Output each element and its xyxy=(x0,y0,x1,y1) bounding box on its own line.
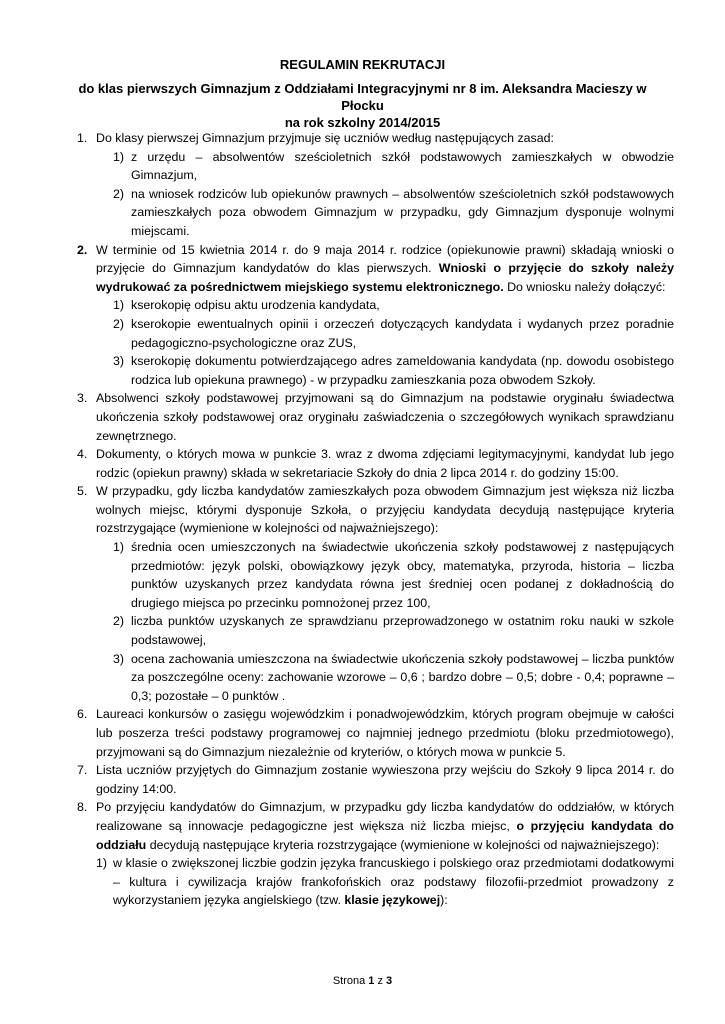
paragraph-text-bold: o przyjęciu kandydata do oddziału xyxy=(96,818,674,852)
paragraph-text-bold: Wnioski o przyjęcie do szkoły należy wydrukować za pośrednictwem miejskiego systemu elektronicznego. xyxy=(96,261,674,294)
list-item-text-part: ): xyxy=(440,893,448,908)
list-item-text: kserokopię dokumentu potwierdzającego adres zameldowania kandydata (np. dowodu osobistego rodzica lub opiekuna prawnego) - w przypadku zamieszkania poza obwodem Szkoły. xyxy=(131,354,674,387)
paragraph-number: 3. xyxy=(77,391,88,406)
paragraph-number: 4. xyxy=(77,447,88,462)
list-item-text: kserokopie ewentualnych opinii i orzeczeń dotyczących kandydata i wydanych przez poradnie pedagogiczno-psychologiczne oraz ZUS, xyxy=(131,316,674,350)
list-item-text xyxy=(113,854,674,910)
paragraph-number: 2. xyxy=(77,242,88,257)
paragraph-text: Do klasy pierwszej Gimnazjum przyjmuje się uczniów według następujących zasad: xyxy=(96,131,554,145)
list-item-number: 3) xyxy=(113,354,125,369)
list-item xyxy=(0,650,725,706)
page-total: 3 xyxy=(386,975,393,987)
list-item-number: 1) xyxy=(113,298,125,313)
list-item-number: 1) xyxy=(113,540,125,555)
list-item-text: z urzędu – absolwentów sześcioletnich szkół podstawowych zamieszkałych w obwodzie Gimnazjum, xyxy=(131,149,674,183)
document-body xyxy=(0,129,725,910)
list-item-number: 2) xyxy=(113,614,125,629)
list-item xyxy=(0,148,725,185)
list-item xyxy=(0,315,725,352)
paragraph-5 xyxy=(0,482,725,538)
list-item xyxy=(0,538,725,612)
page-separator: z xyxy=(374,975,387,987)
paragraph-number: 8. xyxy=(77,800,88,815)
paragraph-text: Dokumenty, o których mowa w punkcie 3. wraz z dwoma zdjęciami legitymacyjnymi, kandydat lub jego rodzic (opiekun prawny) składa w sekretariacie Szkoły do dnia 2 lipca 2014 r. do godziny 15:00. xyxy=(96,447,674,480)
page-label: Strona xyxy=(332,975,369,987)
subtitle-line-2: na rok szkolny 2014/2015 xyxy=(284,115,441,130)
paragraph-1 xyxy=(0,129,725,148)
subtitle-line-1: do klas pierwszych Gimnazjum z Oddziałami Integracyjnymi nr 8 im. Aleksandra Macieszy w Płocku xyxy=(78,81,647,113)
paragraph-4 xyxy=(0,445,725,482)
list-item-text-part: w klasie o zwiększonej liczbie godzin języka francuskiego i polskiego oraz przedmiotami dodatkowymi – kultura i cywilizacja krajów frankofońskich oraz podstawy filozofii-przedmiot prowadzony z wykorzystaniem języka angielskiego (tzw. xyxy=(113,856,674,908)
list-item-text: ocena zachowania umieszczona na świadectwie ukończenia szkoły podstawowej – liczba punktów za poszczególne oceny: zachowanie wzorowe – 0,6 ; bardzo dobre – 0,5; dobre - 0,4; poprawne – 0,3; pozostałe – 0 punktów . xyxy=(131,651,674,703)
list-item-number: 1) xyxy=(96,856,108,871)
paragraph-text: W przypadku, gdy liczba kandydatów zamieszkałych poza obwodem Gimnazjum jest większa niż liczba wolnych miejsc, którymi dysponuje Szkoła, o przyjęciu kandydata decydują następujące kryteria rozstrzygające (wymienione w kolejności od najważniejszego): xyxy=(96,484,674,536)
list-item-text: liczba punktów uzyskanych ze sprawdzianu przeprowadzonego w ostatnim roku nauki w szkole podstawowej, xyxy=(131,614,674,648)
list-item xyxy=(0,185,725,241)
list-item-number: 1) xyxy=(113,149,125,164)
document-subtitle xyxy=(60,80,665,131)
paragraph-7 xyxy=(0,761,725,798)
list-item xyxy=(0,854,725,910)
paragraph-6 xyxy=(0,705,725,761)
paragraph-number: 5. xyxy=(77,484,88,499)
paragraph-number: 7. xyxy=(77,763,88,778)
list-item xyxy=(0,352,725,389)
paragraph-3 xyxy=(0,389,725,445)
paragraph-2 xyxy=(0,241,725,297)
page-footer xyxy=(0,974,725,988)
paragraph-text-part: Po przyjęciu kandydatów do Gimnazjum, w przypadku gdy liczba kandydatów do oddziałów, w których realizowane są innowacje pedagogiczne jest większa niż liczba miejsc, xyxy=(96,800,674,833)
document-title: REGULAMIN REKRUTACJI xyxy=(279,57,446,72)
paragraph-text xyxy=(96,798,674,854)
list-item-text: średnia ocen umieszczonych na świadectwie ukończenia szkoły podstawowej z następujących przedmiotów: język polski, obowiązkowy język obcy, matematyka, przyroda, historia – liczba punktów uzyskanych przez kandydata równa jest średniej ocen podanej z dokładnością do drugiego miejsca po przecinku pomnożonej przez 100, xyxy=(131,540,674,610)
paragraph-number: 1. xyxy=(77,131,88,145)
list-item-number: 3) xyxy=(113,651,125,666)
list-item-text: kserokopię odpisu aktu urodzenia kandydata, xyxy=(131,298,380,313)
list-item-text-bold: klasie językowej xyxy=(344,893,441,908)
paragraph-text: Lista uczniów przyjętych do Gimnazjum zostanie wywieszona przy wejściu do Szkoły 9 lipca 2014 r. do godziny 14:00. xyxy=(96,763,674,796)
paragraph-text xyxy=(96,241,674,297)
page-current: 1 xyxy=(368,975,375,987)
list-item-number: 2) xyxy=(113,316,125,331)
paragraph-text: Absolwenci szkoły podstawowej przyjmowani są do Gimnazjum na podstawie oryginału świadectwa ukończenia szkoły podstawowej oraz oryginału zaświadczenia o szczegółowych wynikach sprawdzianu zewnętrznego. xyxy=(96,391,674,443)
paragraph-8 xyxy=(0,798,725,854)
paragraph-text-part: decydują następujące kryteria rozstrzygające (wymienione w kolejności od najważniejszego): xyxy=(146,837,660,852)
paragraph-text-part: W terminie od 15 kwietnia 2014 r. do 9 maja 2014 r. rodzice (opiekunowie prawni) składają wnioski o przyjęcie do Gimnazjum kandydatów do klas pierwszych. xyxy=(96,242,674,276)
paragraph-number: 6. xyxy=(77,707,88,722)
list-item-text: na wniosek rodziców lub opiekunów prawnych – absolwentów sześcioletnich szkół podstawowych zamieszkałych poza obwodem Gimnazjum w przypadku, gdy Gimnazjum dysponuje wolnymi miejscami. xyxy=(131,186,674,238)
list-item-number: 2) xyxy=(113,186,125,201)
paragraph-text-part: Do wniosku należy dołączyć: xyxy=(503,279,666,294)
list-item xyxy=(0,296,725,315)
paragraph-text: Laureaci konkursów o zasięgu wojewódzkim i ponadwojewódzkim, których program obejmuje w całości lub poszerza treści podstawy programowej co najmniej jednego przedmiotu (bloku przedmiotowego), przyjmowani są do Gimnazjum niezależnie od kryteriów, o których mowa w punkcie 5. xyxy=(96,707,674,759)
list-item xyxy=(0,612,725,649)
